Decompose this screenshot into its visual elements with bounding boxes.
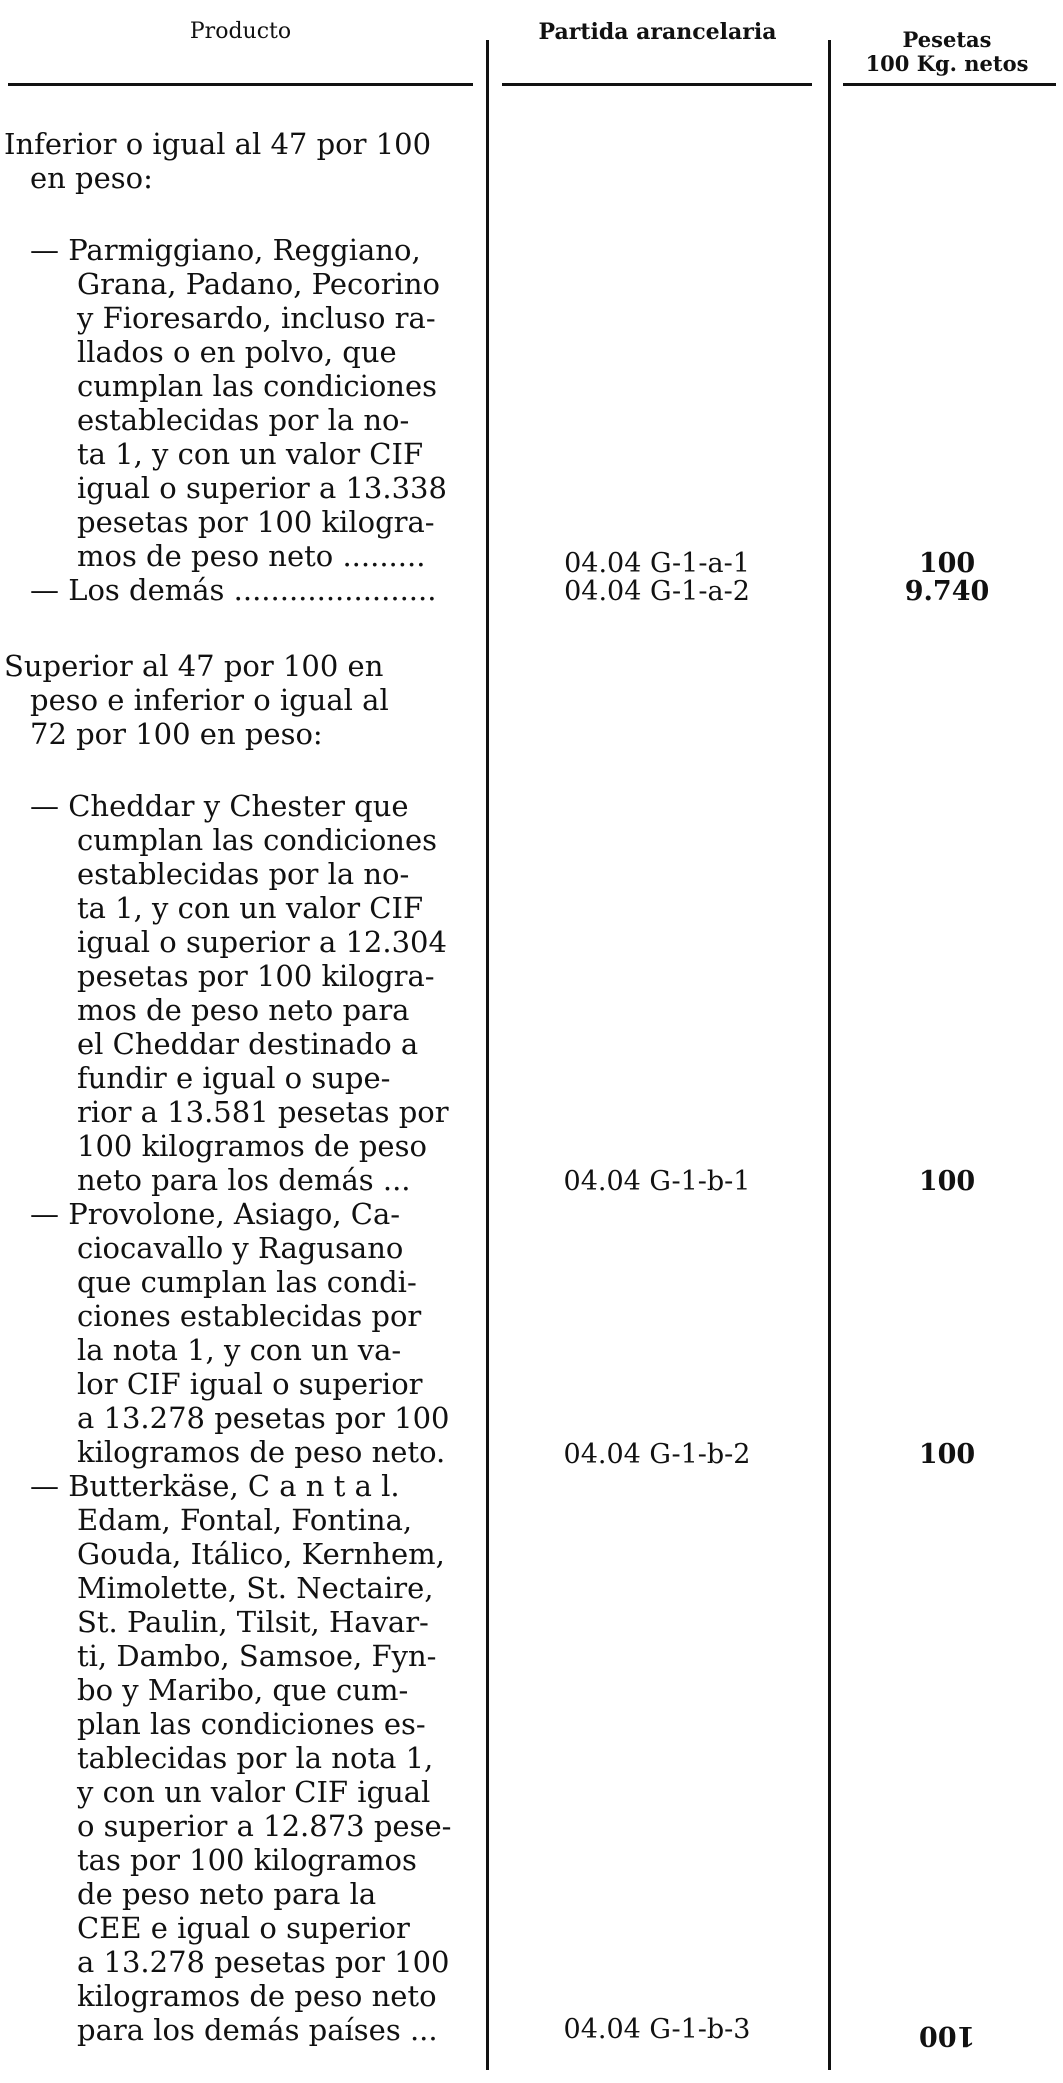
s2-item2-pesetas: 100 <box>918 1439 976 1470</box>
s1-item2-line: — Los demás ...................... <box>30 573 437 607</box>
s2-item2-partida: 04.04 G-1-b-2 <box>563 1439 751 1470</box>
s2-item1-line: establecidas por la no- <box>77 857 410 891</box>
s2-item3-line: a 13.278 pesetas por 100 <box>77 1945 450 1979</box>
s2-item1-line: igual o superior a 12.304 <box>77 925 447 959</box>
header-partida-arancelaria: Partida arancelaria <box>538 19 777 45</box>
header-pesetas <box>832 28 1062 76</box>
s2-item1-line: 100 kilogramos de peso <box>77 1129 427 1163</box>
s2-item3-line: de peso neto para la <box>77 1877 377 1911</box>
s2-item1-line: el Cheddar destinado a <box>77 1027 419 1061</box>
section1-heading-line2: en peso: <box>30 161 153 195</box>
s1-item1-line: establecidas por la no- <box>77 403 410 437</box>
s2-item3-line: y con un valor CIF igual <box>77 1775 431 1809</box>
s2-item3-line: ti, Dambo, Samsoe, Fyn- <box>77 1639 437 1673</box>
section2-heading-line3: 72 por 100 en peso: <box>30 717 323 751</box>
s2-item3-line: Gouda, Itálico, Kernhem, <box>77 1537 445 1571</box>
header-pesetas-line1: Pesetas <box>902 27 992 52</box>
column-divider-1 <box>486 40 489 2070</box>
s2-item2-line: a 13.278 pesetas por 100 <box>77 1401 450 1435</box>
s2-item2-line: lor CIF igual o superior <box>77 1367 423 1401</box>
s2-item3-line: bo y Maribo, que cum- <box>77 1673 409 1707</box>
header-rule-partida <box>502 83 812 86</box>
header-producto: Producto <box>189 19 292 44</box>
s2-item3-line: Mimolette, St. Nectaire, <box>77 1571 434 1605</box>
s2-item3-line: para los demás países ... <box>77 2013 438 2047</box>
s2-item2-line: ciocavallo y Ragusano <box>77 1231 404 1265</box>
s2-item3-line: Edam, Fontal, Fontina, <box>77 1503 413 1537</box>
s2-item3-line: tas por 100 kilogramos <box>77 1843 417 1877</box>
s2-item2-line: ciones establecidas por <box>77 1299 422 1333</box>
s2-item1-line: cumplan las condiciones <box>77 823 438 857</box>
s1-item1-line: — Parmiggiano, Reggiano, <box>30 233 421 267</box>
s2-item3-pesetas <box>832 2018 1062 2052</box>
s2-item1-line: — Cheddar y Chester que <box>30 789 409 823</box>
s2-item1-pesetas: 100 <box>918 1166 976 1197</box>
s2-item1-partida: 04.04 G-1-b-1 <box>563 1166 751 1197</box>
s2-item3-line: CEE e igual o superior <box>77 1911 410 1945</box>
s2-item3-line: plan las condiciones es- <box>77 1707 426 1741</box>
column-divider-2 <box>828 40 831 2070</box>
s1-item1-line: llados o en polvo, que <box>77 335 397 369</box>
s1-item1-line: cumplan las condiciones <box>77 369 438 403</box>
s2-item1-line: ta 1, y con un valor CIF <box>77 891 424 925</box>
s2-item1-line: mos de peso neto para <box>77 993 410 1027</box>
s2-item2-line: que cumplan las condi- <box>77 1265 417 1299</box>
s2-item1-line: pesetas por 100 kilogra- <box>77 959 435 993</box>
section1-heading-line1: Inferior o igual al 47 por 100 <box>4 127 432 161</box>
section2-heading-line2: peso e inferior o igual al <box>30 683 389 717</box>
s1-item2-pesetas: 9.740 <box>904 576 990 607</box>
s2-item1-line: neto para los demás ... <box>77 1163 411 1197</box>
s1-item1-line: mos de peso neto ......... <box>77 539 426 573</box>
s1-item1-partida: 04.04 G-1-a-1 <box>564 548 750 579</box>
s1-item1-line: ta 1, y con un valor CIF <box>77 437 424 471</box>
s2-item2-line: kilogramos de peso neto. <box>77 1435 446 1469</box>
s1-item1-line: Grana, Padano, Pecorino <box>77 267 440 301</box>
s2-item3-partida: 04.04 G-1-b-3 <box>563 2014 751 2045</box>
s2-item3-pesetas-value: 100 <box>918 2020 976 2051</box>
s2-item3-line: kilogramos de peso neto <box>77 1979 437 2013</box>
s2-item3-line: — Butterkäse, C a n t a l. <box>30 1469 400 1503</box>
s2-item2-line: la nota 1, y con un va- <box>77 1333 402 1367</box>
header-pesetas-line2: 100 Kg. netos <box>865 51 1029 76</box>
s2-item2-line: — Provolone, Asiago, Ca- <box>30 1197 401 1231</box>
s2-item1-line: rior a 13.581 pesetas por <box>77 1095 449 1129</box>
s2-item3-line: St. Paulin, Tilsit, Havar- <box>77 1605 429 1639</box>
section2-heading-line1: Superior al 47 por 100 en <box>4 649 384 683</box>
s1-item2-partida: 04.04 G-1-a-2 <box>564 576 750 607</box>
header-rule-pesetas <box>843 83 1056 86</box>
s2-item1-line: fundir e igual o supe- <box>77 1061 391 1095</box>
s2-item3-line: o superior a 12.873 pese- <box>77 1809 452 1843</box>
header-rule-producto <box>8 83 473 86</box>
s1-item1-line: pesetas por 100 kilogra- <box>77 505 435 539</box>
s1-item1-line: y Fioresardo, incluso ra- <box>77 301 436 335</box>
s1-item1-line: igual o superior a 13.338 <box>77 471 447 505</box>
s2-item3-line: tablecidas por la nota 1, <box>77 1741 434 1775</box>
s1-item1-pesetas: 100 <box>918 548 976 579</box>
